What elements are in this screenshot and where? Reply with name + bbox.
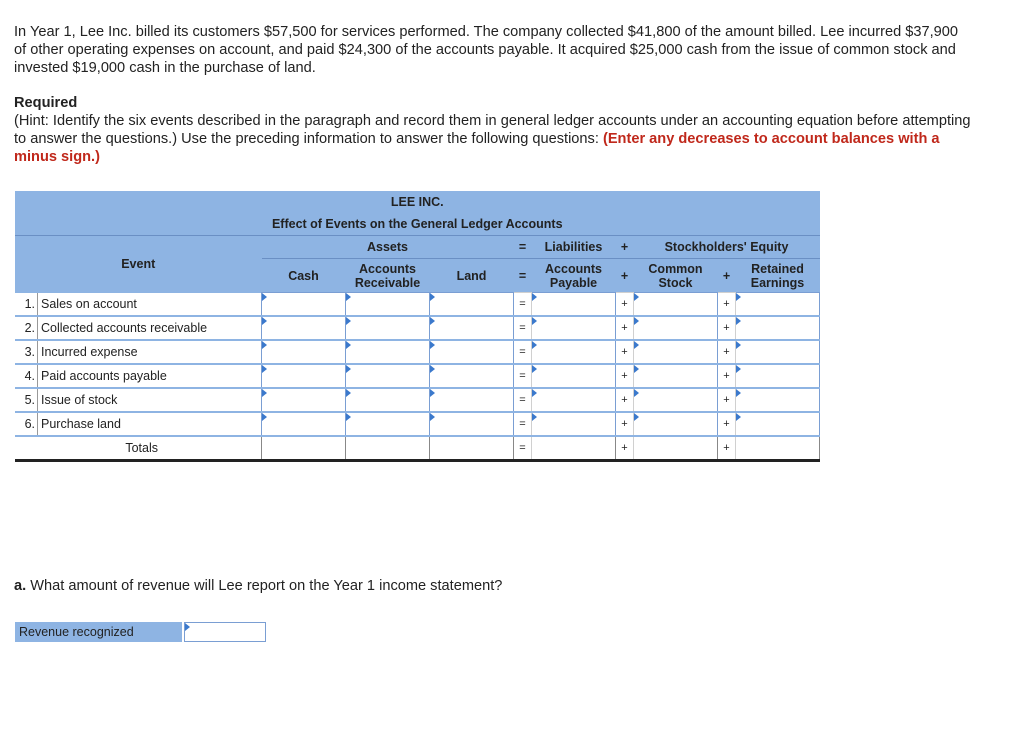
input-flag-icon <box>736 389 741 397</box>
equity-header: Stockholders' Equity <box>634 236 820 259</box>
equals-header: = <box>514 236 532 259</box>
input-flag-icon <box>634 293 639 301</box>
plus-sign: + <box>616 340 634 364</box>
land-input[interactable] <box>430 293 514 317</box>
totals-label: Totals <box>15 436 262 461</box>
input-flag-icon <box>736 341 741 349</box>
question-a-text: What amount of revenue will Lee report on the Year 1 income statement? <box>30 578 503 594</box>
question-a <box>14 578 502 594</box>
general-ledger-table <box>15 191 820 462</box>
table-subtitle: Effect of Events on the General Ledger Accounts <box>15 213 820 236</box>
table-row <box>15 388 820 412</box>
input-flag-icon <box>262 341 267 349</box>
equals-sign: = <box>514 436 532 461</box>
col-land: Land <box>430 259 514 293</box>
total-cash <box>262 436 346 461</box>
event-header: Event <box>15 236 262 293</box>
input-flag-icon <box>430 341 435 349</box>
common-stock-input[interactable] <box>634 340 718 364</box>
plus-sign: + <box>718 436 736 461</box>
input-flag-icon <box>634 317 639 325</box>
input-flag-icon <box>634 413 639 421</box>
input-flag-icon <box>262 413 267 421</box>
accounts-payable-input[interactable] <box>532 340 616 364</box>
col-accounts-receivable: Accounts Receivable <box>346 259 430 293</box>
accounts-receivable-input[interactable] <box>346 316 430 340</box>
input-flag-icon <box>262 389 267 397</box>
accounts-payable-input[interactable] <box>532 412 616 436</box>
event-name: Sales on account <box>38 293 262 317</box>
table-row <box>15 412 820 436</box>
plus-sign: + <box>718 364 736 388</box>
cash-input[interactable] <box>262 412 346 436</box>
plus-sign: + <box>616 293 634 317</box>
plus-sign: + <box>718 316 736 340</box>
cash-input[interactable] <box>262 364 346 388</box>
land-input[interactable] <box>430 412 514 436</box>
plus-sign: + <box>616 316 634 340</box>
equals-sign: = <box>514 412 532 436</box>
plus-sign: + <box>718 388 736 412</box>
plus-sign: + <box>616 259 634 293</box>
input-flag-icon <box>346 317 351 325</box>
input-flag-icon <box>346 365 351 373</box>
input-flag-icon <box>430 317 435 325</box>
retained-earnings-input[interactable] <box>736 388 820 412</box>
accounts-payable-input[interactable] <box>532 316 616 340</box>
cash-input[interactable] <box>262 340 346 364</box>
plus-sign: + <box>616 436 634 461</box>
event-number: 4. <box>15 364 38 388</box>
input-flag-icon <box>634 389 639 397</box>
event-name: Purchase land <box>38 412 262 436</box>
input-flag-icon <box>430 389 435 397</box>
accounts-receivable-input[interactable] <box>346 364 430 388</box>
revenue-label: Revenue recognized <box>15 622 182 642</box>
event-name: Paid accounts payable <box>38 364 262 388</box>
equals-sign: = <box>514 340 532 364</box>
input-flag-icon <box>736 317 741 325</box>
input-flag-icon <box>430 413 435 421</box>
liabilities-header: Liabilities <box>532 236 616 259</box>
event-number: 2. <box>15 316 38 340</box>
input-flag-icon <box>532 341 537 349</box>
input-flag-icon <box>346 389 351 397</box>
input-flag-icon <box>532 365 537 373</box>
input-flag-icon <box>532 293 537 301</box>
equals-sign: = <box>514 388 532 412</box>
common-stock-input[interactable] <box>634 412 718 436</box>
common-stock-input[interactable] <box>634 316 718 340</box>
input-flag-icon <box>736 413 741 421</box>
plus-sign: + <box>616 364 634 388</box>
col-retained-earnings: Retained Earnings <box>736 259 820 293</box>
input-flag-icon <box>430 293 435 301</box>
retained-earnings-input[interactable] <box>736 412 820 436</box>
equals-sign: = <box>514 316 532 340</box>
plus-header: + <box>616 236 634 259</box>
plus-sign: + <box>718 259 736 293</box>
total-accounts-receivable <box>346 436 430 461</box>
equals-sign: = <box>514 259 532 293</box>
question-a-letter: a. <box>14 578 27 594</box>
accounts-receivable-input[interactable] <box>346 412 430 436</box>
revenue-input[interactable] <box>184 622 266 642</box>
hint-warning: (Enter any decreases to account balances with a minus sign.) <box>14 131 940 165</box>
equals-sign: = <box>514 364 532 388</box>
accounts-payable-input[interactable] <box>532 293 616 317</box>
common-stock-input[interactable] <box>634 364 718 388</box>
input-flag-icon <box>262 365 267 373</box>
common-stock-input[interactable] <box>634 388 718 412</box>
accounts-receivable-input[interactable] <box>346 388 430 412</box>
input-flag-icon <box>736 293 741 301</box>
total-land <box>430 436 514 461</box>
input-flag-icon <box>532 317 537 325</box>
col-common-stock: Common Stock <box>634 259 718 293</box>
col-cash: Cash <box>262 259 346 293</box>
col-accounts-payable: Accounts Payable <box>532 259 616 293</box>
cash-input[interactable] <box>262 388 346 412</box>
land-input[interactable] <box>430 388 514 412</box>
hint-text <box>14 112 974 166</box>
event-number: 3. <box>15 340 38 364</box>
total-accounts-payable <box>532 436 616 461</box>
input-flag-icon <box>532 389 537 397</box>
company-title: LEE INC. <box>15 191 820 213</box>
input-flag-icon <box>346 341 351 349</box>
land-input[interactable] <box>430 316 514 340</box>
table-row <box>15 340 820 364</box>
event-name: Issue of stock <box>38 388 262 412</box>
event-name: Incurred expense <box>38 340 262 364</box>
retained-earnings-input[interactable] <box>736 340 820 364</box>
input-flag-icon <box>634 365 639 373</box>
input-flag-icon <box>262 293 267 301</box>
event-number: 6. <box>15 412 38 436</box>
common-stock-input[interactable] <box>634 293 718 317</box>
total-retained-earnings <box>736 436 820 461</box>
total-common-stock <box>634 436 718 461</box>
input-flag-icon <box>634 341 639 349</box>
input-flag-icon <box>185 623 190 631</box>
table-row <box>15 316 820 340</box>
accounts-receivable-input[interactable] <box>346 293 430 317</box>
land-input[interactable] <box>430 364 514 388</box>
plus-sign: + <box>616 388 634 412</box>
input-flag-icon <box>736 365 741 373</box>
plus-sign: + <box>718 340 736 364</box>
accounts-payable-input[interactable] <box>532 388 616 412</box>
accounts-receivable-input[interactable] <box>346 340 430 364</box>
plus-sign: + <box>718 412 736 436</box>
table-row <box>15 293 820 317</box>
input-flag-icon <box>262 317 267 325</box>
cash-input[interactable] <box>262 293 346 317</box>
problem-statement: In Year 1, Lee Inc. billed its customers $57,500 for services performed. The company collected $41,800 of the amount billed. Lee incurred $37,900 of other operating expenses on account, and paid $24,300 of the accounts payable. It acquired $25,000 cash from the issue of common stock and invested $19,000 cash in the purchase of land. <box>14 24 959 76</box>
cash-input[interactable] <box>262 316 346 340</box>
plus-sign: + <box>616 412 634 436</box>
assets-header: Assets <box>262 236 514 259</box>
retained-earnings-input[interactable] <box>736 316 820 340</box>
event-number: 5. <box>15 388 38 412</box>
hint-main: (Hint: Identify the six events described in the paragraph and record them in general ledger accounts under an accounting equation before attempting to answer the questions.) Use the preceding information to answer the following questions: <box>14 113 971 147</box>
input-flag-icon <box>346 293 351 301</box>
event-name: Collected accounts receivable <box>38 316 262 340</box>
table-row <box>15 364 820 388</box>
input-flag-icon <box>532 413 537 421</box>
equals-sign: = <box>514 293 532 317</box>
land-input[interactable] <box>430 340 514 364</box>
input-flag-icon <box>430 365 435 373</box>
input-flag-icon <box>346 413 351 421</box>
accounts-payable-input[interactable] <box>532 364 616 388</box>
retained-earnings-input[interactable] <box>736 364 820 388</box>
plus-sign: + <box>718 293 736 317</box>
retained-earnings-input[interactable] <box>736 293 820 317</box>
event-number: 1. <box>15 293 38 317</box>
required-heading: Required <box>14 95 78 111</box>
